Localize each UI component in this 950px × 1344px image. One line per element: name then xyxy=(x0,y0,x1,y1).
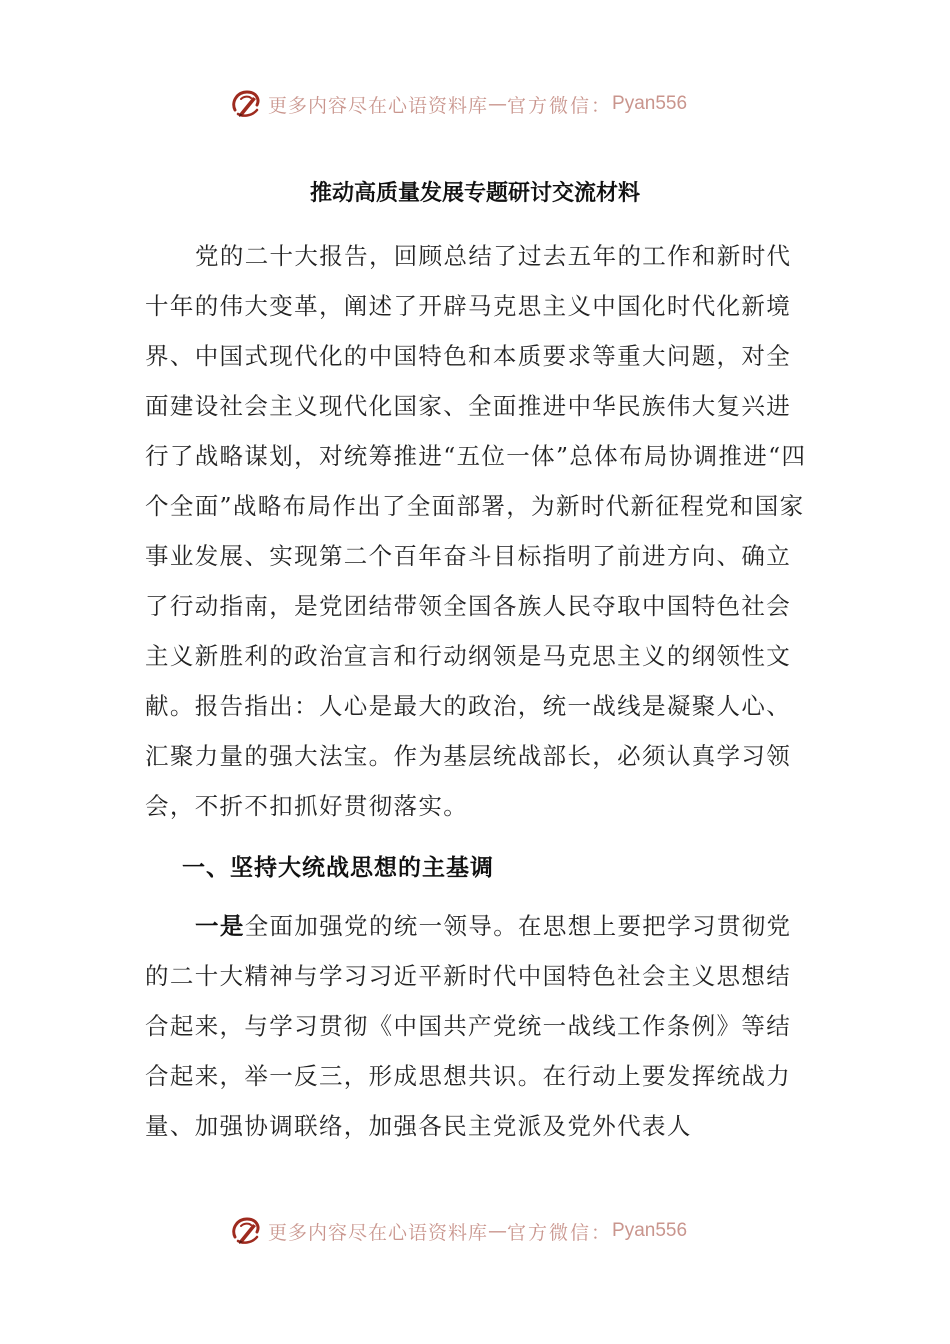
watermark-wechat-label: 官方微信： xyxy=(507,94,613,117)
watermark-separator: — xyxy=(488,1220,508,1242)
section-heading: 一、坚持大统战思想的主基调 xyxy=(182,855,494,881)
watermark-text: 更多内容尽在心语资料库 xyxy=(268,1221,489,1244)
paragraph-body: 全面加强党的统一领导。在思想上要把学习贯彻党的二十大精神与学习习近平新时代中国特色社会主义思想结合起来，与学习贯彻《中国共产党统一战线工作条例》等结合起来，举一反三，形成思想共识。在行动上要发挥统战力量、加强协调联络，加强各民主党派及党外代表人 xyxy=(145,912,792,1140)
watermark-wechat-id: Pyan556 xyxy=(612,93,688,114)
watermark-text: 更多内容尽在心语资料库 xyxy=(268,94,489,117)
watermark-separator: — xyxy=(488,93,508,115)
pen-swirl-logo-icon xyxy=(228,86,264,122)
watermark-header xyxy=(228,84,687,124)
paragraph-lead: 一是 xyxy=(195,912,245,940)
watermark-wechat-label: 官方微信： xyxy=(507,1221,613,1244)
document-title: 推动高质量发展专题研讨交流材料 xyxy=(309,181,640,206)
watermark-wechat-id: Pyan556 xyxy=(612,1220,688,1241)
section-paragraph xyxy=(145,901,811,1151)
watermark-footer xyxy=(228,1211,687,1251)
pen-swirl-logo-icon xyxy=(228,1213,264,1249)
intro-paragraph: 党的二十大报告，回顾总结了过去五年的工作和新时代十年的伟大变革，阐述了开辟马克思主义中国化时代化新境界、中国式现代化的中国特色和本质要求等重大问题，对全面建设社会主义现代化国家、全面推进中华民族伟大复兴进行了战略谋划，对统筹推进“五位一体”总体布局协调推进“四个全面”战略布局作出了全面部署，为新时代新征程党和国家事业发展、实现第二个百年奋斗目标指明了前进方向、确立了行动指南，是党团结带领全国各族人民夺取中国特色社会主义新胜利的政治宣言和行动纲领是马克思主义的纲领性文献。报告指出：人心是最大的政治，统一战线是凝聚人心、汇聚力量的强大法宝。作为基层统战部长，必须认真学习领会，不折不扣抓好贯彻落实。 xyxy=(145,242,807,820)
